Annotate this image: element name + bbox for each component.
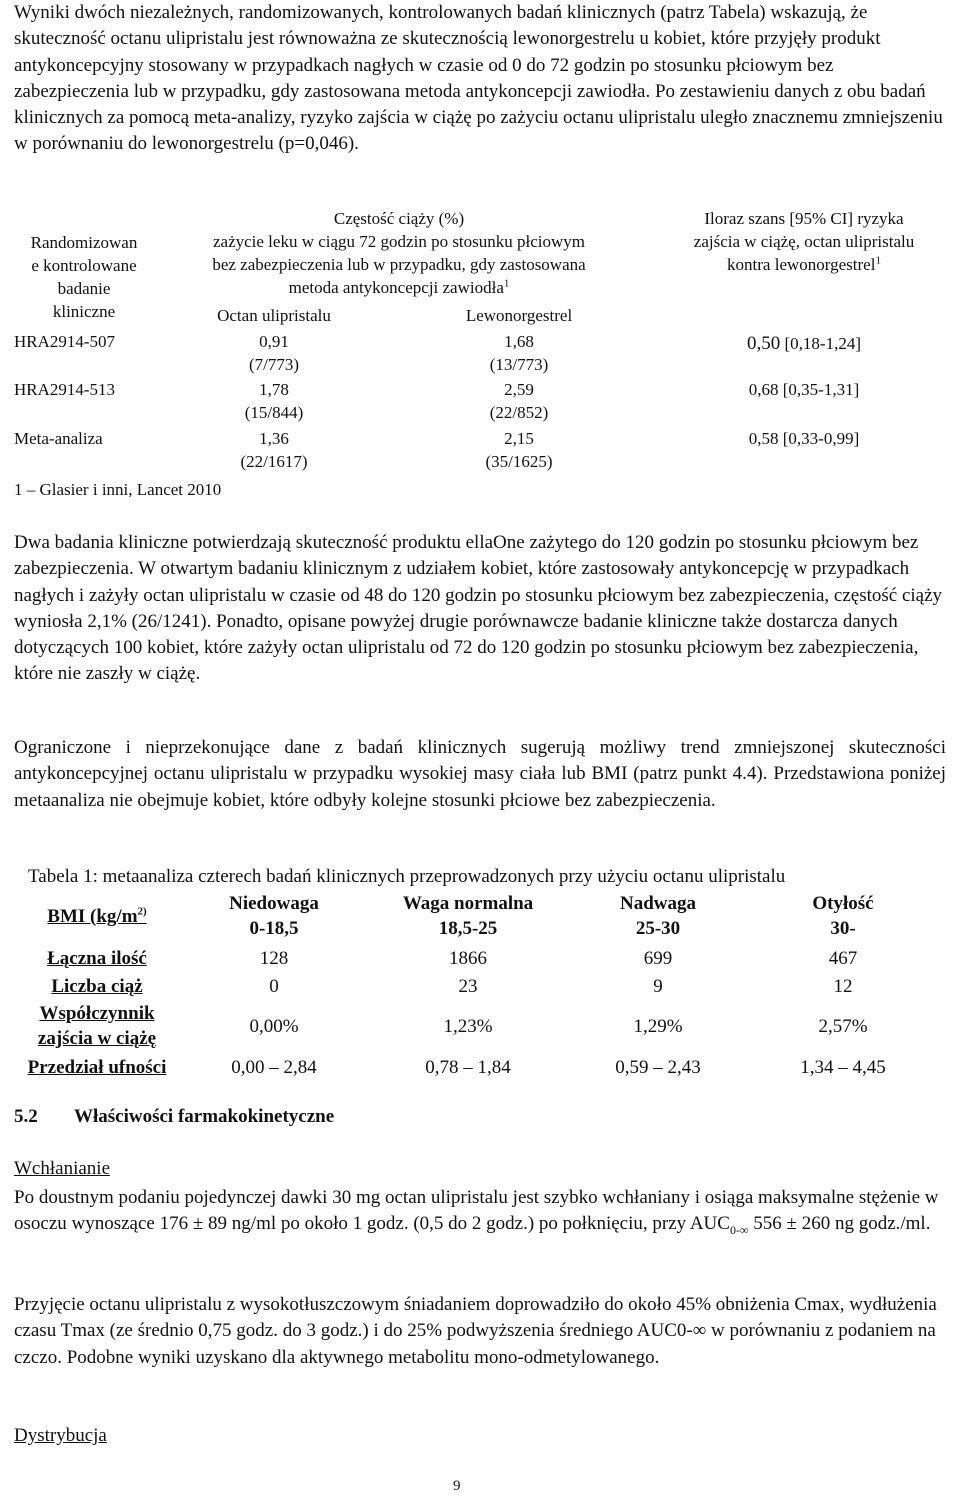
col-odds-ratio-header: Iloraz szans [95% CI] ryzyka zajścia w ciążę, octan ulipristalu kontra lewonorgestrel$^1$ xyxy=(693,209,915,274)
table-row: Przedział ufności 0,00 – 2,84 0,78 – 1,84 0,59 – 2,43 1,34 – 4,45 xyxy=(27,1056,886,1078)
bmi-table: BMI ($kg/m^{2)}$ Niedowaga 0-18,5 Waga normalna 18,5-25 Nadwaga 25-30 Otyłość 30- Łączna ilość 128 1866 699 467 Liczba ciąż 0 23 9 12 Współczynnik zajścia w ciążę 0,00% 1,23% 1,29% 2,57% Przedział ufności 0,00 – 2,84 0,78 – 1,84 0,59 – 2,43 1,34 – 4,45 xyxy=(14,888,938,1082)
absorption-paragraph: Po doustnym podaniu pojedynczej dawki 30 mg octan ulipristalu jest szybko wchłaniany i osiąga maksymalne stężenie w osoczu wynoszące 176 ± 89 ng/ml po około 1 godz. (0,5 do 2 godz.) po połknięciu, przy $AUC_{0-\infty}$ 556 ± 260 ng godz./ml. xyxy=(14,1187,939,1238)
page-number: 9 xyxy=(453,1478,461,1494)
intro-paragraph: Wyniki dwóch niezależnych, randomizowanych, kontrolowanych badań klinicznych (patrz Tabela) wskazują, że skuteczność octanu ulipristalu jest równoważna ze skutecznością lewonorgestrelu u kobiet, które przyjęły produkt antykoncepcyjny stosowany w przypadkach nagłych w czasie od 0 do 72 godzin po stosunku płciowym bez zabezpieczenia lub w przypadku, gdy zastosowana metoda antykoncepcji zawiodła. Po zestawieniu danych z obu badań klinicznych za pomocą meta-analizy, ryzyko zajścia w ciążę po zażyciu octanu ulipristalu uległo znacznemu zmniejszeniu w porównaniu do lewonorgestrelu (p=0,046). xyxy=(14,2,943,155)
distribution-heading: Dystrybucja xyxy=(14,1425,107,1446)
subheader-levonorgestrel: Lewonorgestrel xyxy=(465,306,573,325)
bmi-label: BMI (kg/m xyxy=(47,905,138,927)
table-footnote: 1 – Glasier i inni, Lancet 2010 xyxy=(14,480,222,499)
food-effect-paragraph: Przyjęcie octanu ulipristalu z wysokotłuszczowym śniadaniem doprowadziło do około 45% obniżenia Cmax, wydłużenia czasu Tmax (ze średnio 0,75 godz. do 3 godz.) i do 25% podwyższenia średniego AUC0-∞ w porównaniu z podaniem na czczo. Podobne wyniki uzyskano dla aktywnego metabolitu mono-odmetylowanego. xyxy=(14,1294,937,1368)
col-study-header: Randomizowan e kontrolowane badanie kliniczne xyxy=(30,233,138,321)
subheader-ulipristal: Octan ulipristalu xyxy=(217,306,331,325)
table-row: Łączna ilość 128 1866 699 467 xyxy=(47,947,858,969)
table-row: Współczynnik zajścia w ciążę 0,00% 1,23% 1,29% 2,57% xyxy=(37,1003,868,1049)
section-heading: 5.2 Właściwości farmakokinetyczne xyxy=(14,1106,335,1127)
bmi-table-caption: Tabela 1: metaanaliza czterech badań klinicznych przeprowadzonych przy użyciu octanu ulipristalu xyxy=(28,866,786,887)
absorption-heading: Wchłanianie xyxy=(14,1158,111,1179)
paragraph-ellaone: Dwa badania kliniczne potwierdzają skuteczność produktu ellaOne zażytego do 120 godzin po stosunku płciowym bez zabezpieczenia. W otwartym badaniu klinicznym z udziałem kobiet, które zastosowały antykoncepcję w przypadkach nagłych i zażyły octan ulipristalu w czasie od 48 do 120 godzin po stosunku płciowym bez zabezpieczenia, częstość ciąży wyniosła 2,1% (26/1241). Ponadto, opisane powyżej drugie porównawcze badanie kliniczne także dostarcza danych dotyczących 100 kobiet, które zażyły octan ulipristalu od 72 do 120 godzin po stosunku płciowym bez zabezpieczenia, które nie zaszły w ciążę. xyxy=(14,532,943,685)
paragraph-bmi: Ograniczone i nieprzekonujące dane z badań klinicznych sugerują możliwy trend zmniejszonej skuteczności antykoncepcyjnej octanu ulipristalu w przypadku wysokiej masy ciała lub BMI (patrz punkt 4.4). Przedstawiona poniżej metaanaliza nie obejmuje kobiet, które odbyły kolejne stosunki płciowe bez zabezpieczenia. xyxy=(14,737,946,811)
table-row: Liczba ciąż 0 23 9 12 xyxy=(51,975,853,997)
col-pregnancy-rate-header: Częstość ciąży (%) zażycie leku w ciągu 72 godzin po stosunku płciowym bez zabezpieczenia lub w przypadku, gdy zastosowana metoda antykoncepcji zawiodła$^1$ xyxy=(212,209,586,297)
